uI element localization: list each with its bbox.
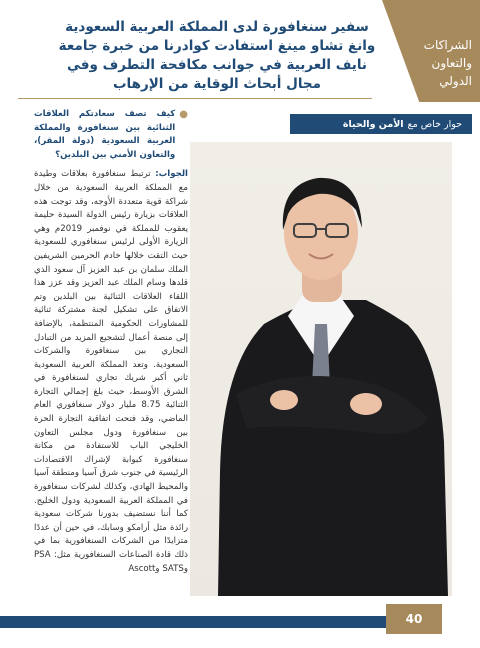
- portrait-right-hand: [270, 390, 298, 410]
- article-headline: سفير سنغافورة لدى المملكة العربية السعودية وانغ تشاو مينغ استفادت كوادرنا من خبرة جامعة نايف العربية في جوانب مكافحة التطرف وفي مجال أبحاث الوقاية من الإرهاب: [58, 19, 376, 92]
- interview-tag: [290, 114, 472, 134]
- page-number: 40: [386, 604, 442, 634]
- section-label: الشراكات والتعاون الدولي: [423, 38, 472, 88]
- interview-tag-prefix: حوار خاص مع: [407, 118, 462, 130]
- answer-label: الجواب:: [155, 169, 188, 180]
- headline-divider: [18, 98, 372, 99]
- portrait-photo: [190, 142, 452, 596]
- bullet-icon: ●: [179, 109, 188, 120]
- interview-answer: [34, 168, 188, 576]
- article-body: [34, 108, 188, 576]
- interview-tag-magazine: الأمن والحياة: [342, 118, 404, 130]
- portrait-left-hand: [350, 393, 382, 415]
- interview-question-text: كيف تصف سعادتكم العلاقات الثنائية بين سنغافورة والمملكة العربية السعودية (دولة المقر)، والتعاون الأمني بين البلدين؟: [34, 109, 176, 160]
- footer-bar: [0, 616, 396, 628]
- portrait-illustration: [190, 142, 452, 596]
- interview-question: [34, 108, 188, 162]
- answer-body: ترتبط سنغافورة بعلاقات وطيدة مع المملكة العربية السعودية من خلال شراكة قوية متعددة الأوجه، وقد توجت هذه العلاقات بزيارة رئيس الدولة السيدة حليمة يعقوب للمملكة في نوفمبر 2019م وهي الزيارة الأولى لرئيس سنغافوري للسعودية حيث التقت خلالها خادم الحرمين الشريفين الملك سلمان بن عبد العزيز آل سعود الذي قلدها وسام الملك عبد العزيز وقد عزز هذا اللقاء العلاقات الثنائية بين البلدين وتم الاتفاق على تشكيل لجنة مشتركة ثنائية للمشاورات الحكومية المنتظمة، بالإضافة إلى منصة أعمال لتشجيع المزيد من التبادل التجاري بين سنغافورة والشركات السعودية. وتعد المملكة العربية السعودية ثاني أكبر شريك تجاري لسنغافورة في الشرق الأوسط، حيث بلغ إجمالي التجارة الثنائية 8.75 مليار دولار سنغافوري العام الماضي، وقد فتحت اتفاقية التجارة الحرة بين سنغافورة ودول مجلس التعاون الخليجي الباب للاستفادة من مكانة سنغافورة كبوابة لإشراك الاقتصادات الرئيسية في جنوب شرق آسيا ومنطقة آسيا والمحيط الهادي، وكذلك لشركات سنغافورة في المملكة العربية السعودية ودول الخليج. كما أننا نستضيف بدورنا شركات سعودية رائدة مثل أرامكو وسابك، في حين أن عددًا متزايدًا من الشركات السنغافورية بما في ذلك قادة الصناعات السنغافورية مثل: PSA وSATS وAscott: [34, 169, 189, 574]
